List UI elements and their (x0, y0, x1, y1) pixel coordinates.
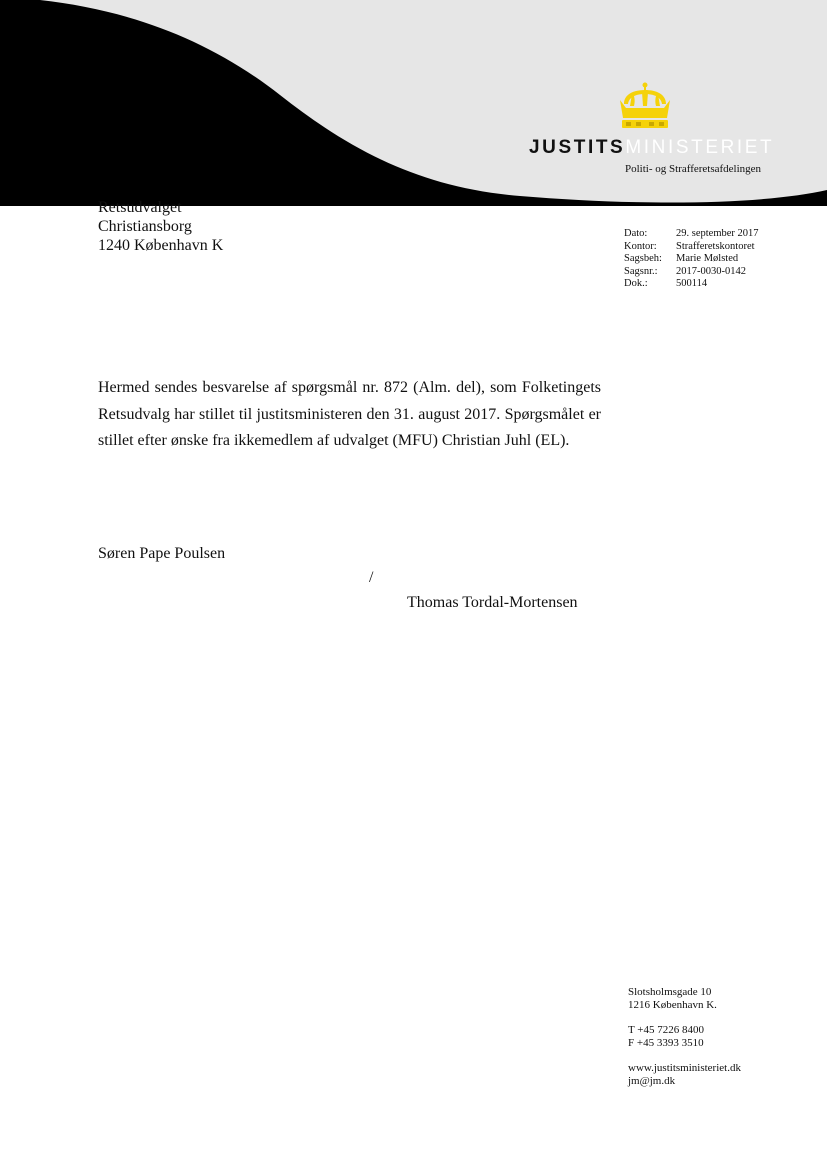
document-meta (624, 228, 759, 291)
recipient-line-2: Christiansborg (98, 218, 192, 235)
meta-value: Strafferetskontoret (676, 240, 755, 252)
wordmark-strong: JUSTITS (529, 137, 626, 158)
recipient-line-1: Retsudvalget (98, 199, 182, 216)
meta-row (624, 253, 759, 266)
meta-label: Sagsbeh: (624, 253, 662, 264)
meta-row (624, 266, 759, 279)
meta-label: Dok.: (624, 278, 648, 289)
meta-row (624, 241, 759, 254)
fax-number: F +45 3393 3510 (628, 1037, 704, 1049)
address-line-1: Slotsholmsgade 10 (628, 986, 712, 998)
wordmark-light: MINISTERIET (625, 137, 775, 158)
signer-name: Søren Pape Poulsen (98, 545, 226, 562)
meta-value: 2017-0030-0142 (676, 265, 746, 277)
footer-web (628, 1062, 741, 1088)
meta-value: 29. september 2017 (676, 228, 759, 239)
email-link[interactable]: jm@jm.dk (628, 1075, 676, 1087)
meta-label: Sagsnr.: (624, 265, 658, 277)
signature-separator: / (369, 569, 374, 586)
phone-number: T +45 7226 8400 (628, 1024, 704, 1036)
ministry-wordmark (529, 138, 774, 158)
department-name: Politi- og Strafferetsafdelingen (625, 163, 762, 175)
footer-address (628, 986, 741, 1012)
recipient-line-3: 1240 København K (98, 237, 224, 254)
website-link[interactable]: www.justitsministeriet.dk (628, 1062, 741, 1074)
meta-value: 500114 (676, 278, 708, 289)
header-band (0, 0, 827, 210)
meta-label: Kontor: (624, 240, 657, 252)
body-paragraph: Hermed sendes besvarelse af spørgsmål nr. 872 (Alm. del), som Folketingets Retsudvalg har stillet til justitsministeren den 31. august 2017. Spørgsmålet er stillet efter ønske fra ikkemedlem af udvalget (MFU) Christian Juhl (EL). (98, 379, 601, 449)
cosigner-name: Thomas Tordal-Mortensen (407, 594, 578, 611)
footer-phones (628, 1024, 741, 1050)
meta-row (624, 278, 759, 291)
address-line-2: 1216 København K. (628, 999, 717, 1011)
meta-value: Marie Mølsted (676, 253, 739, 264)
meta-row (624, 228, 759, 241)
meta-label: Dato: (624, 228, 648, 239)
royal-crown-icon (618, 82, 672, 130)
recipient-address (98, 198, 223, 255)
footer-contact (628, 986, 741, 1088)
